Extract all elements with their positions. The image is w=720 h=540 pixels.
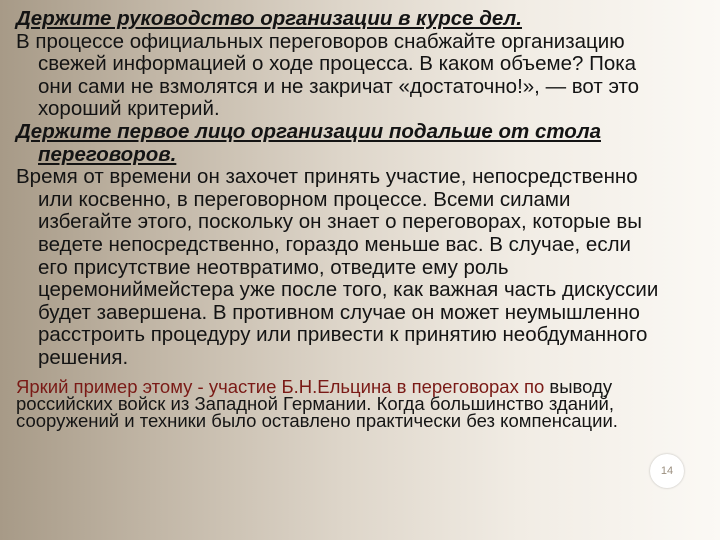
example-rest-text: выводу российских войск из Западной Германии. Когда большинство зданий, сооружений и техники было оставлено практически без компенсации. xyxy=(16,375,618,431)
page-number: 14 xyxy=(660,465,674,477)
heading-keep-leader-away: Держите первое лицо организации подальше от стола переговоров. xyxy=(16,119,601,166)
paragraph-leader-participation: Время от времени он захочет принять участие, непосредственно или косвенно, в переговорном процессе. Всеми силами избегайте этого, поскольку он знает о переговорах, которые вы ведете непосредственно, гораздо меньше вас. В случае, если его присутствие неотвратимо, отведите ему роль церемониймейстера уже после того, как важная часть дискуссии будет завершена. В противном случае он может неумышленно расстроить процедуру или привести к принятию необдуманного решения. xyxy=(16,165,659,369)
slide-content xyxy=(16,8,666,429)
heading-keep-management-informed: Держите руководство организации в курсе дел. xyxy=(16,7,522,30)
example-paragraph xyxy=(16,375,666,431)
paragraph-informing-management: В процессе официальных переговоров снабжайте организацию свежей информацией о ходе процесса. В каком объеме? Пока они сами не взмолятся и не закричат «достаточно!», — вот это хороший критерий. xyxy=(16,29,640,121)
page-number-badge xyxy=(650,454,684,488)
example-lead-text: Яркий пример этому - участие Б.Н.Ельцина в переговорах по xyxy=(16,375,545,397)
